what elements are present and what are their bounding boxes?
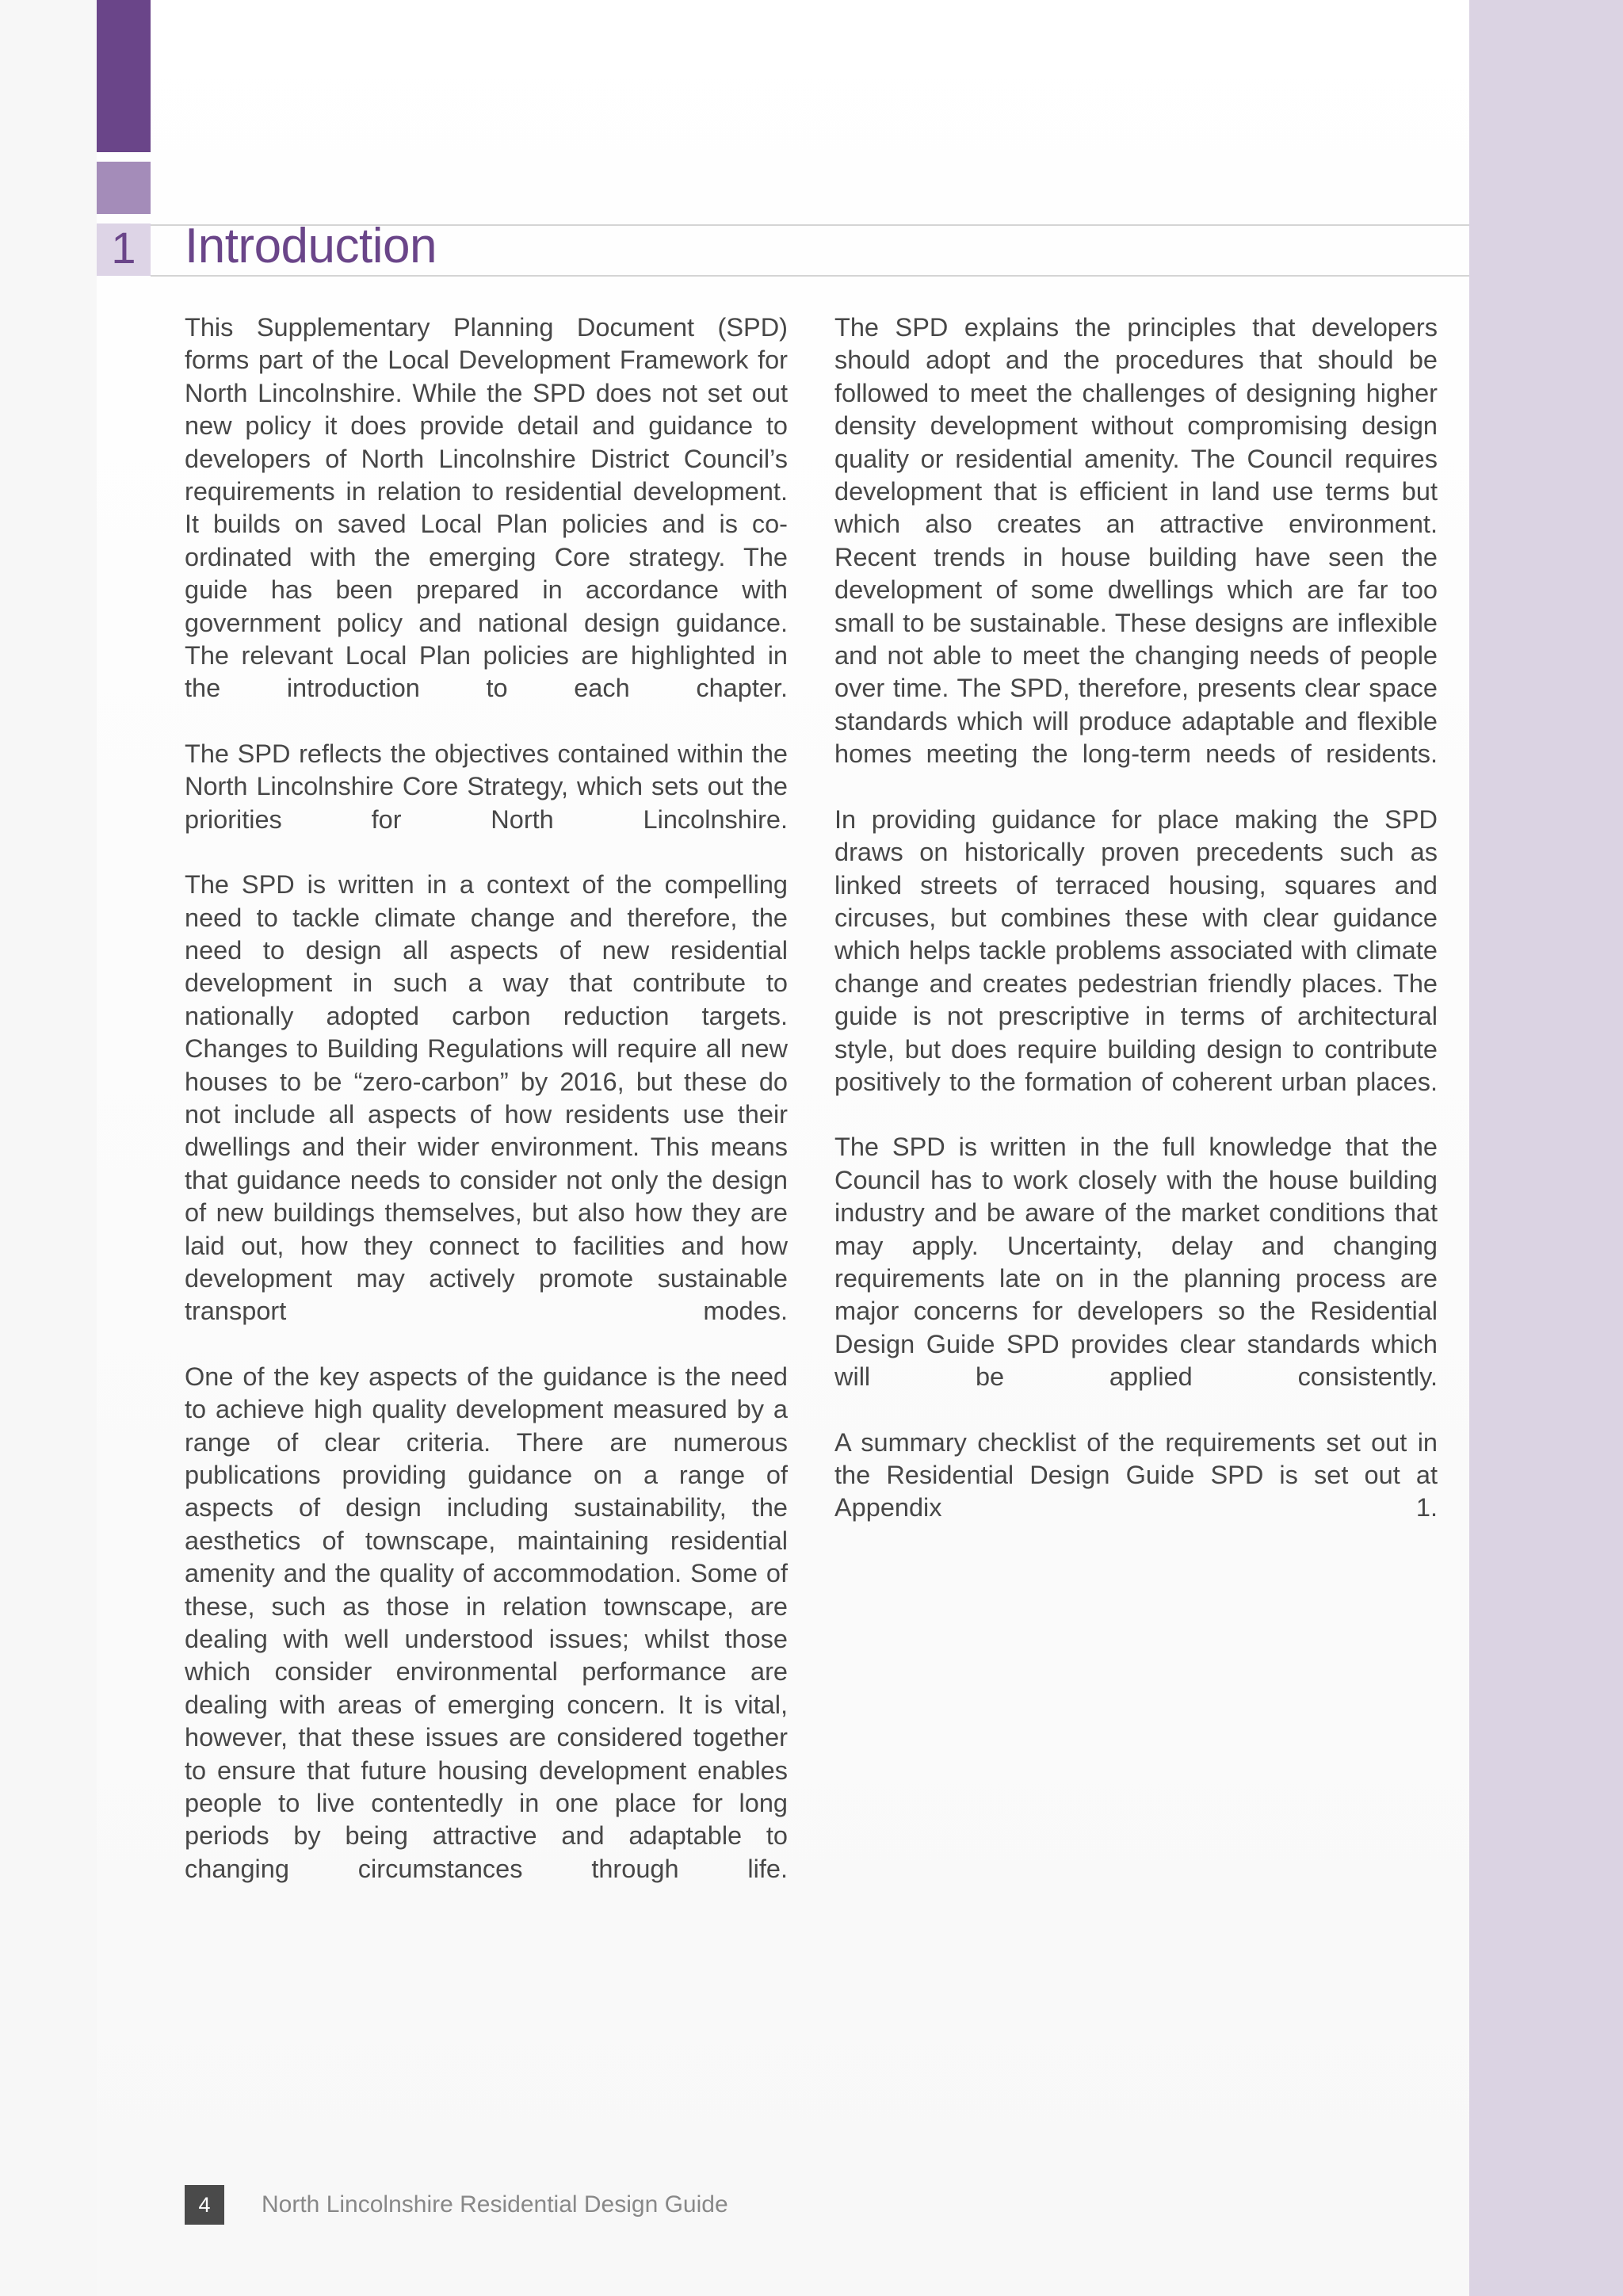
chapter-tab-mid	[97, 162, 151, 214]
paragraph: The SPD is written in the full knowledge that the Council has to work closely with the house building industry and be aware of the market conditions that may apply. Uncertainty, delay and changing requirements late on in the planning process are major concerns for developers so the Residential Design Guide SPD provides clear standards which will be applied consistently.	[834, 1133, 1438, 1392]
chapter-tab-dark	[97, 0, 151, 152]
paragraph: The SPD explains the principles that developers should adopt and the procedures that should be followed to meet the challenges of designing higher density development without compromising design quality or residential amenity. The Council requires development that is efficient in land use terms but which also creates an attractive environment. Recent trends in house building have seen the development of some dwellings which are far too small to be sustainable. These designs are inflexible and not able to meet the changing needs of people over time. The SPD, therefore, presents clear space standards which will produce adaptable and flexible homes meeting the long-term needs of residents.	[834, 313, 1438, 769]
chapter-number: 1	[111, 223, 136, 273]
paragraph: One of the key aspects of the guidance is the need to achieve high quality development measured by a range of clear criteria. There are numerous publications providing guidance on a range of aspects of design including sustainability, the aesthetics of townscape, maintaining residential amenity and the quality of accommodation. Some of these, such as those in relation townscape, are dealing with well understood issues; whilst those which consider environmental performance are dealing with areas of emerging concern. It is vital, however, that these issues are considered together to ensure that future housing development enables people to live contentedly in one place for long periods by being attractive and adaptable to changing circumstances through life.	[185, 1362, 788, 1883]
page-number: 4	[185, 2185, 224, 2225]
footer-document-title: North Lincolnshire Residential Design Guide	[262, 2191, 728, 2218]
paragraph: The SPD reflects the objectives contained within the North Lincolnshire Core Strategy, which sets out the priorities for North Lincolnshire.	[185, 739, 788, 834]
chapter-title: Introduction	[185, 219, 437, 273]
paragraph: A summary checklist of the requirements set out in the Residential Design Guide SPD is set out at Appendix 1.	[834, 1427, 1438, 1522]
side-color-band	[1469, 0, 1623, 2296]
left-text-column	[185, 311, 788, 1918]
paragraph: This Supplementary Planning Document (SPD) forms part of the Local Development Framework for North Lincolnshire. While the SPD does not set out new policy it does provide detail and guidance to developers of North Lincolnshire District Council’s requirements in relation to residential development. It builds on saved Local Plan policies and is co-ordinated with the emerging Core strategy. The guide has been prepared in accordance with government policy and national design guidance. The relevant Local Plan policies are highlighted in the introduction to each chapter.	[185, 313, 788, 703]
right-text-column	[834, 311, 1438, 1557]
page-margin-strip	[0, 0, 97, 2296]
paragraph: The SPD is written in a context of the compelling need to tackle climate change and therefore, the need to design all aspects of new residential development in such a way that contribute to nationally adopted carbon reduction targets. Changes to Building Regulations will require all new houses to be “zero-carbon” by 2016, but these do not include all aspects of how residents use their dwellings and their wider environment. This means that guidance needs to consider not only the design of new buildings themselves, but also how they are laid out, how they connect to facilities and how development may actively promote sustainable transport modes.	[185, 870, 788, 1326]
paragraph: In providing guidance for place making the SPD draws on historically proven precedents such as linked streets of terraced housing, squares and circuses, but combines these with clear guidance which helps tackle problems associated with climate change and creates pedestrian friendly places. The guide is not prescriptive in terms of architectural style, but does require building design to contribute positively to the formation of coherent urban places.	[834, 804, 1438, 1096]
